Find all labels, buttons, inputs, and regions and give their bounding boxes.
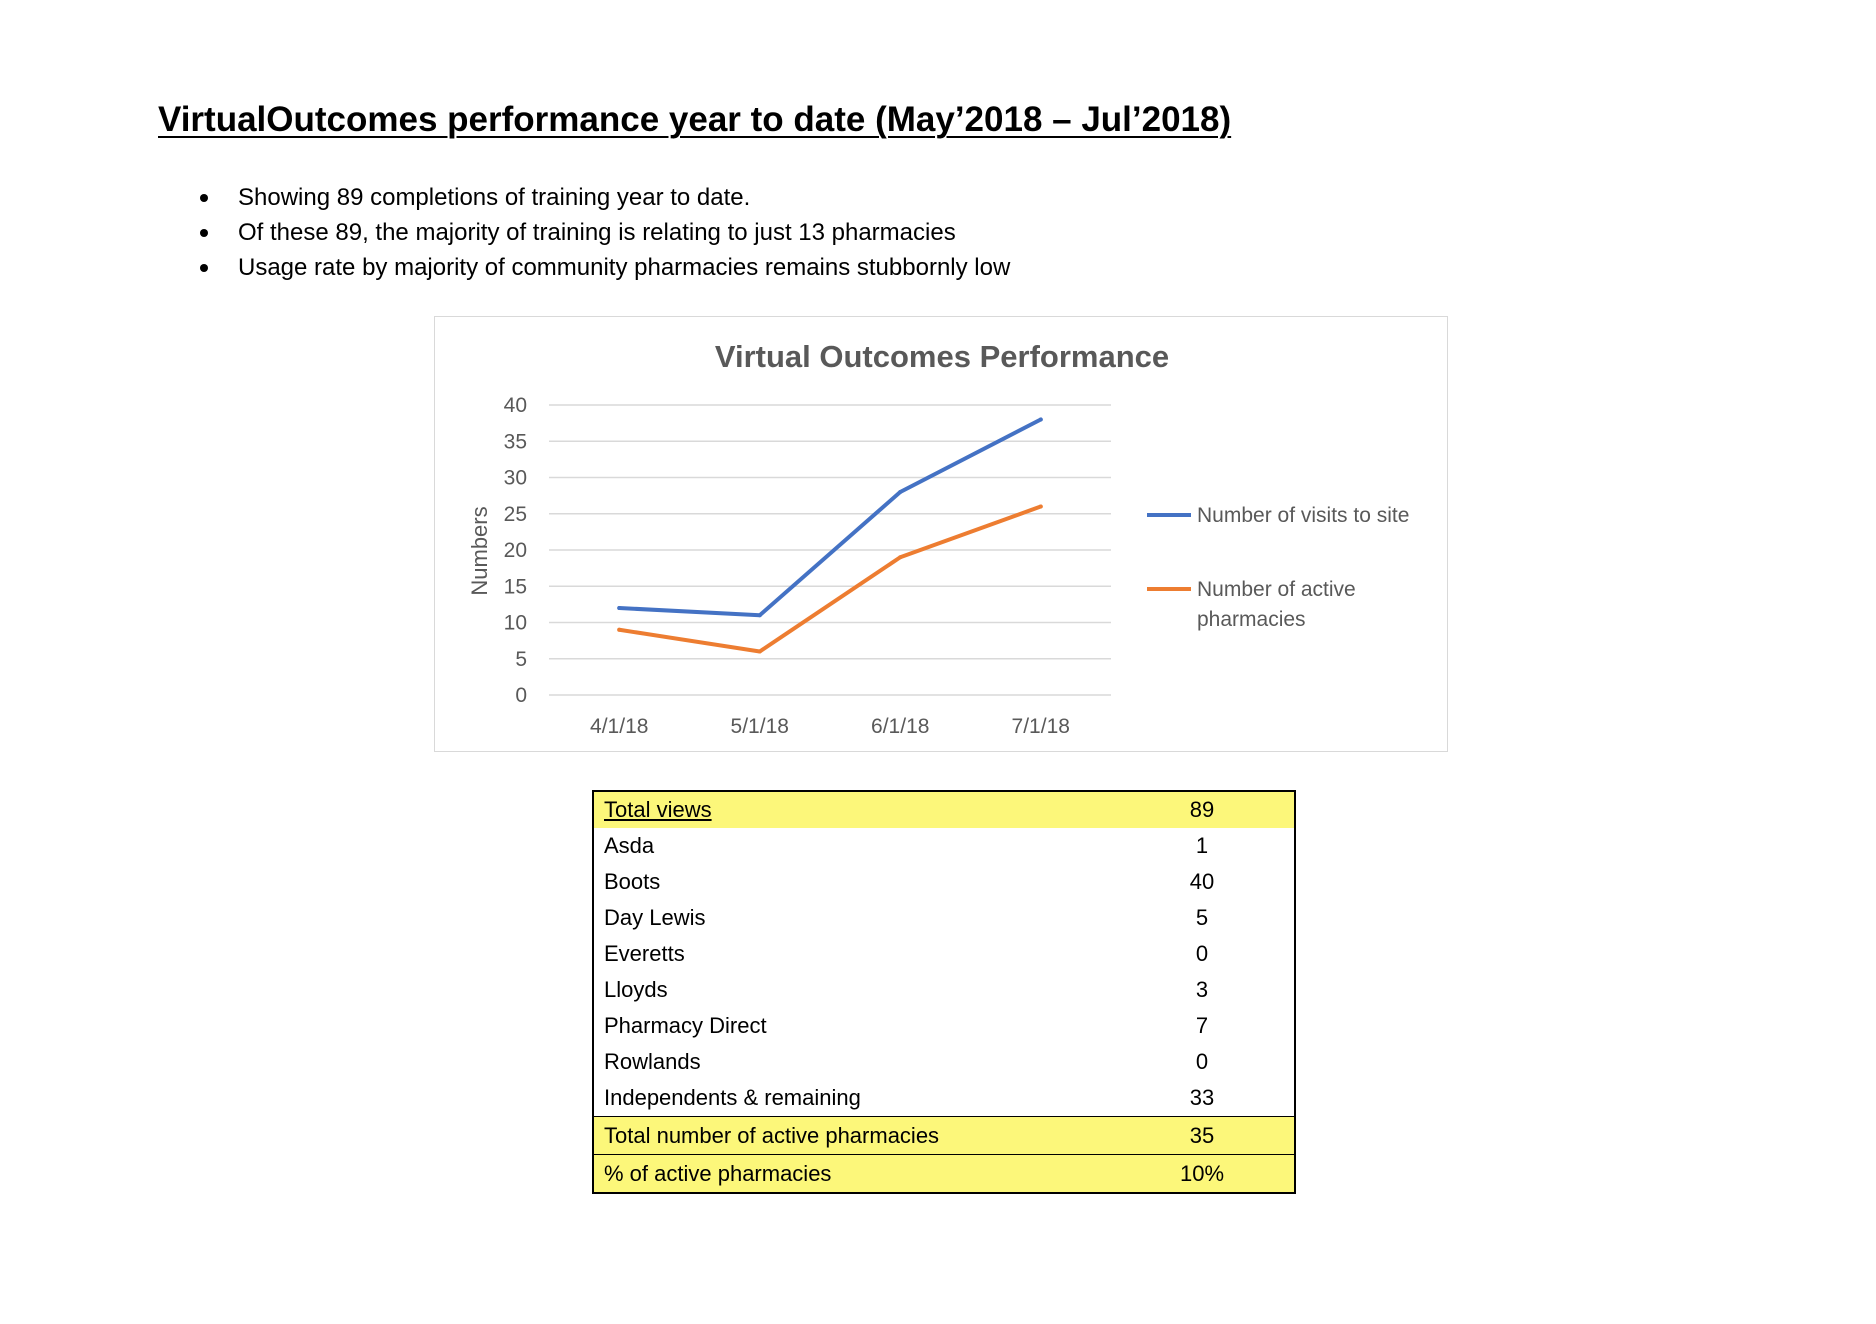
row-label: % of active pharmacies	[593, 1155, 1110, 1194]
row-value: 0	[1195, 1049, 1209, 1074]
bullet-dot-icon	[200, 194, 208, 202]
bullet-text: Usage rate by majority of community pharmacies remains stubbornly low	[238, 254, 1011, 281]
data-point	[758, 613, 762, 617]
legend-label-line: Number of active	[1197, 578, 1356, 601]
legend-label-line: pharmacies	[1197, 608, 1306, 631]
row-label: Total number of active pharmacies	[593, 1117, 1110, 1155]
y-tick-label: 30	[503, 466, 527, 490]
table-row	[593, 828, 1295, 864]
page-title: VirtualOutcomes performance year to date (May’2018 – Jul’2018)	[158, 100, 1232, 139]
legend-label	[1197, 578, 1356, 631]
chart-canvas	[435, 317, 1449, 753]
y-axis-ticks	[504, 394, 527, 707]
y-tick-label: 35	[503, 430, 527, 454]
table-header-label	[593, 791, 1110, 828]
pharmacy-views-table	[592, 790, 1296, 1194]
y-tick-label: 10	[503, 611, 527, 635]
data-point	[617, 628, 621, 632]
data-point	[898, 555, 902, 559]
x-tick-label: 5/1/18	[730, 715, 789, 738]
y-tick-label: 40	[503, 394, 527, 417]
legend-label-line: Number of visits to site	[1197, 504, 1410, 527]
bullet-item	[200, 215, 1010, 250]
row-label: Rowlands	[604, 1049, 701, 1074]
row-label: Day Lewis	[604, 905, 706, 930]
table-row	[593, 1044, 1295, 1080]
x-tick-label: 6/1/18	[871, 715, 930, 738]
row-value: 7	[1195, 1013, 1209, 1038]
table-total-row	[593, 1155, 1295, 1194]
legend-label	[1197, 504, 1409, 527]
total-views-label: Total views	[604, 797, 712, 822]
chart-legend	[1147, 504, 1409, 631]
row-value: 0	[1195, 941, 1209, 966]
table-row	[593, 900, 1295, 936]
table-row	[593, 1008, 1295, 1044]
y-tick-label: 20	[503, 539, 527, 562]
row-value: 5	[1195, 905, 1209, 930]
data-point	[898, 490, 902, 494]
data-point	[1039, 505, 1043, 509]
row-label: Boots	[604, 869, 661, 894]
row-label: Asda	[604, 833, 655, 858]
chart-gridlines	[549, 405, 1111, 695]
table-row	[593, 936, 1295, 972]
data-point	[1039, 418, 1043, 422]
x-tick-label: 4/1/18	[590, 715, 649, 738]
series-line	[619, 507, 1041, 652]
y-tick-label: 25	[503, 502, 527, 526]
row-value: 1	[1195, 833, 1209, 858]
performance-chart	[434, 316, 1448, 752]
bullet-item	[200, 180, 1010, 215]
y-axis-label: Numbers	[467, 506, 492, 596]
table-body	[593, 791, 1295, 1193]
summary-bullet-list	[200, 180, 1010, 285]
row-label: Lloyds	[604, 977, 668, 1002]
table-total-row	[593, 1117, 1295, 1155]
bullet-item	[200, 250, 1010, 285]
bullet-text: Showing 89 completions of training year to date.	[238, 184, 751, 211]
table-row	[593, 1080, 1295, 1117]
chart-title: Virtual Outcomes Performance	[714, 339, 1170, 374]
table-row	[593, 864, 1295, 900]
table-header-row	[593, 791, 1295, 828]
y-tick-label: 15	[503, 575, 527, 599]
bullet-dot-icon	[200, 264, 208, 272]
x-axis-ticks	[590, 715, 1070, 738]
table-row	[593, 972, 1295, 1008]
total-views-value: 89	[1110, 791, 1295, 828]
bullet-text: Of these 89, the majority of training is relating to just 13 pharmacies	[238, 219, 956, 246]
data-point	[758, 650, 762, 654]
row-value: 33	[1189, 1085, 1215, 1110]
row-value: 35	[1110, 1117, 1295, 1155]
row-value: 3	[1195, 977, 1209, 1002]
row-value: 40	[1189, 869, 1215, 894]
y-tick-label: 5	[515, 647, 527, 671]
row-label: Pharmacy Direct	[604, 1013, 767, 1038]
x-tick-label: 7/1/18	[1011, 715, 1070, 738]
data-point	[617, 606, 621, 610]
row-value: 10%	[1110, 1155, 1295, 1194]
row-label: Everetts	[604, 941, 685, 966]
chart-series	[617, 418, 1043, 654]
row-label: Independents & remaining	[604, 1085, 861, 1110]
bullet-dot-icon	[200, 229, 208, 237]
y-tick-label: 0	[515, 684, 527, 707]
